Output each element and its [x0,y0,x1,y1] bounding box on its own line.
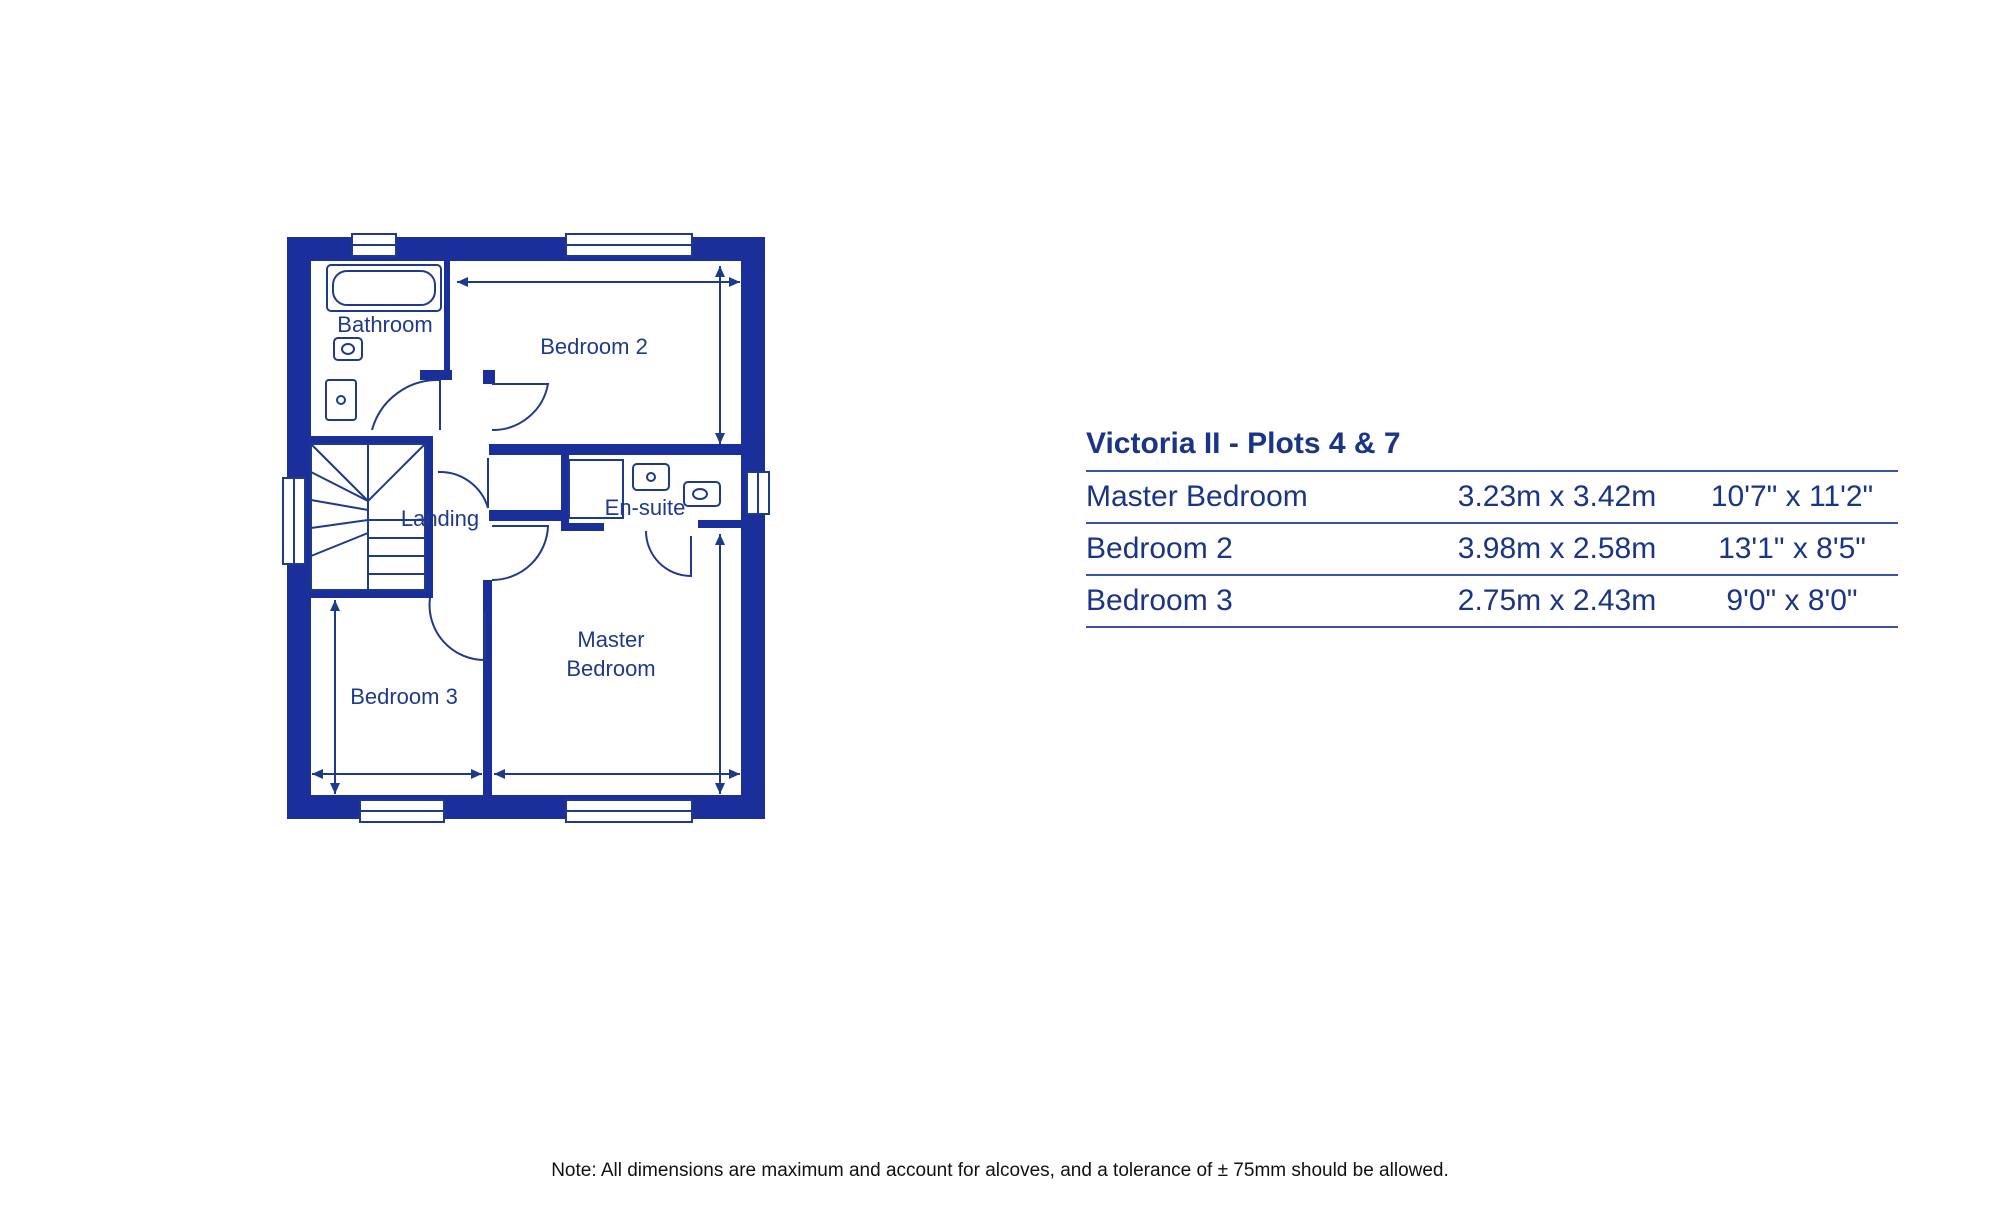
dimensions-note: Note: All dimensions are maximum and account for alcoves, and a tolerance of ± 75mm should be allowed. [551,1160,1449,1181]
ensuite-basin [633,464,669,490]
imperial-size: 10'7" x 11'2" [1710,480,1874,513]
ensuite-label: En-suite [604,495,686,520]
toilet [334,338,362,360]
imperial-size: 9'0" x 8'0" [1726,584,1858,617]
landing-label: Landing [400,506,480,531]
basin [326,380,356,420]
room-name: Bedroom 2 [1086,532,1233,565]
room-name: Master Bedroom [1086,480,1308,513]
master-bedroom-label-line2: Bedroom [566,656,656,681]
table-row [1086,522,1898,574]
bathroom-fixtures [326,265,441,420]
bedroom2-label: Bedroom 2 [540,334,648,359]
room-name: Bedroom 3 [1086,584,1233,617]
room-dimensions-table [1086,424,1898,628]
bedroom3-label: Bedroom 3 [350,684,458,709]
dimension-arrows [312,266,740,794]
master-bedroom-label-line1: Master [577,627,645,652]
bathroom-label: Bathroom [337,312,433,337]
ensuite-toilet [684,482,720,506]
imperial-size: 13'1" x 8'5" [1718,532,1866,565]
metric-size: 3.98m x 2.58m [1457,532,1657,565]
metric-size: 2.75m x 2.43m [1457,584,1657,617]
table-row [1086,574,1898,628]
dimension-lines [312,266,740,794]
table-row [1086,470,1898,522]
interior-walls [311,261,741,795]
table-title: Victoria II - Plots 4 & 7 [1086,427,1401,460]
metric-size: 3.23m x 3.42m [1457,480,1657,513]
